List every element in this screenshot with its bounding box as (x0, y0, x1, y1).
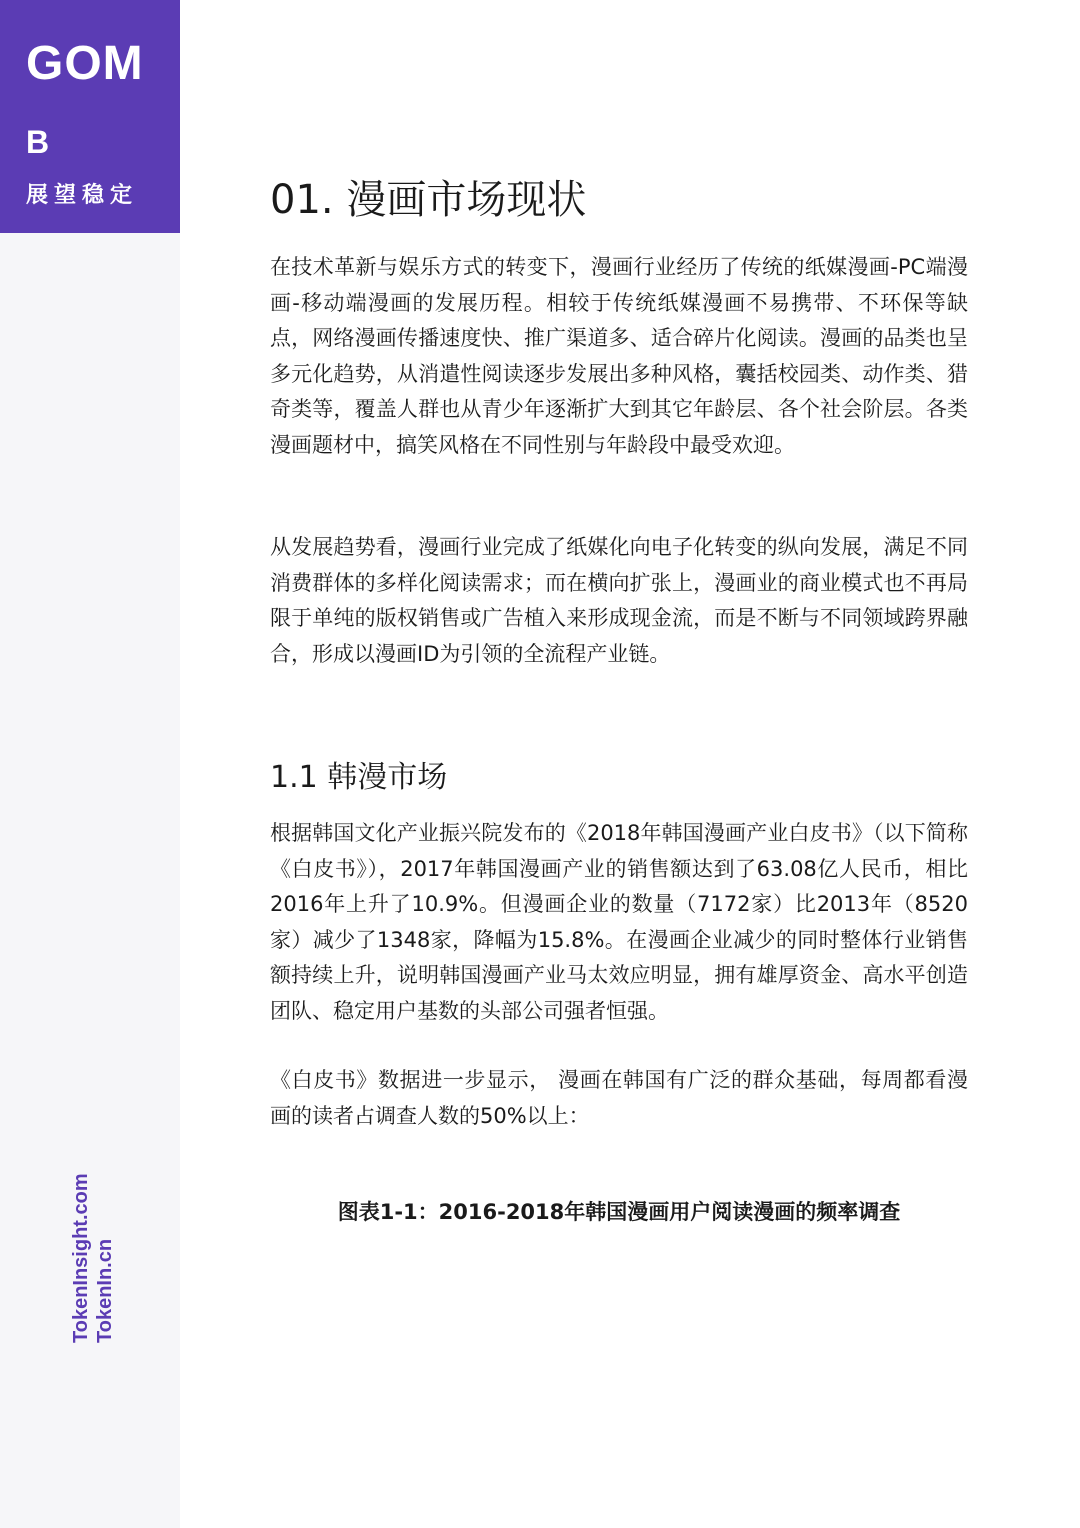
side-link-tokenin[interactable]: TokenIn.cn (94, 1238, 116, 1343)
brand-block (0, 0, 180, 233)
section-paragraph-2: 从发展趋势看，漫画行业完成了纸媒化向电子化转变的纵向发展，满足不同消费群体的多样化阅读需求；而在横向扩张上，漫画业的商业模式也不再局限于单纯的版权销售或广告植入来形成现金流，而是不断与不同领域跨界融合，形成以漫画ID为引领的全流程产业链。 (270, 535, 968, 666)
brand-subtitle: 展望稳定 (26, 183, 139, 208)
section-paragraph-1: 在技术革新与娱乐方式的转变下，漫画行业经历了传统的纸媒漫画-PC端漫画-移动端漫画的发展历程。相较于传统纸媒漫画不易携带、不环保等缺点，网络漫画传播速度快、推广渠道多、适合碎片化阅读。漫画的品类也呈多元化趋势，从消遣性阅读逐步发展出多种风格，囊括校园类、动作类、猎奇类等，覆盖人群也从青少年逐渐扩大到其它年龄层、各个社会阶层。各类漫画题材中，搞笑风格在不同性别与年龄段中最受欢迎。 (270, 255, 968, 457)
side-link-tokeninsight[interactable]: TokenInsight.com (70, 1173, 92, 1343)
brand-title: GOM (26, 37, 144, 90)
sidebar (0, 0, 180, 1528)
section-title: 01. 漫画市场现状 (270, 177, 587, 223)
subsection-paragraph-1: 根据韩国文化产业振兴院发布的《2018年韩国漫画产业白皮书》（以下简称《白皮书》），2017年韩国漫画产业的销售额达到了63.08亿人民币，相比2016年上升了10.9%。但漫画企业的数量（7172家）比2013年（8520家）减少了1348家，降幅为15.8%。在漫画企业减少的同时整体行业销售额持续上升，说明韩国漫画产业马太效应明显，拥有雄厚资金、高水平创造团队、稳定用户基数的头部公司强者恒强。 (270, 821, 968, 1023)
side-links (62, 1155, 122, 1345)
subsection-title: 1.1 韩漫市场 (270, 760, 448, 795)
figure-caption: 图表1-1：2016-2018年韩国漫画用户阅读漫画的频率调查 (337, 1200, 901, 1224)
subsection-paragraph-2: 《白皮书》数据进一步显示， 漫画在韩国有广泛的群众基础，每周都看漫画的读者占调查人数的50%以上： (270, 1068, 968, 1128)
brand-letter: B (26, 124, 50, 160)
